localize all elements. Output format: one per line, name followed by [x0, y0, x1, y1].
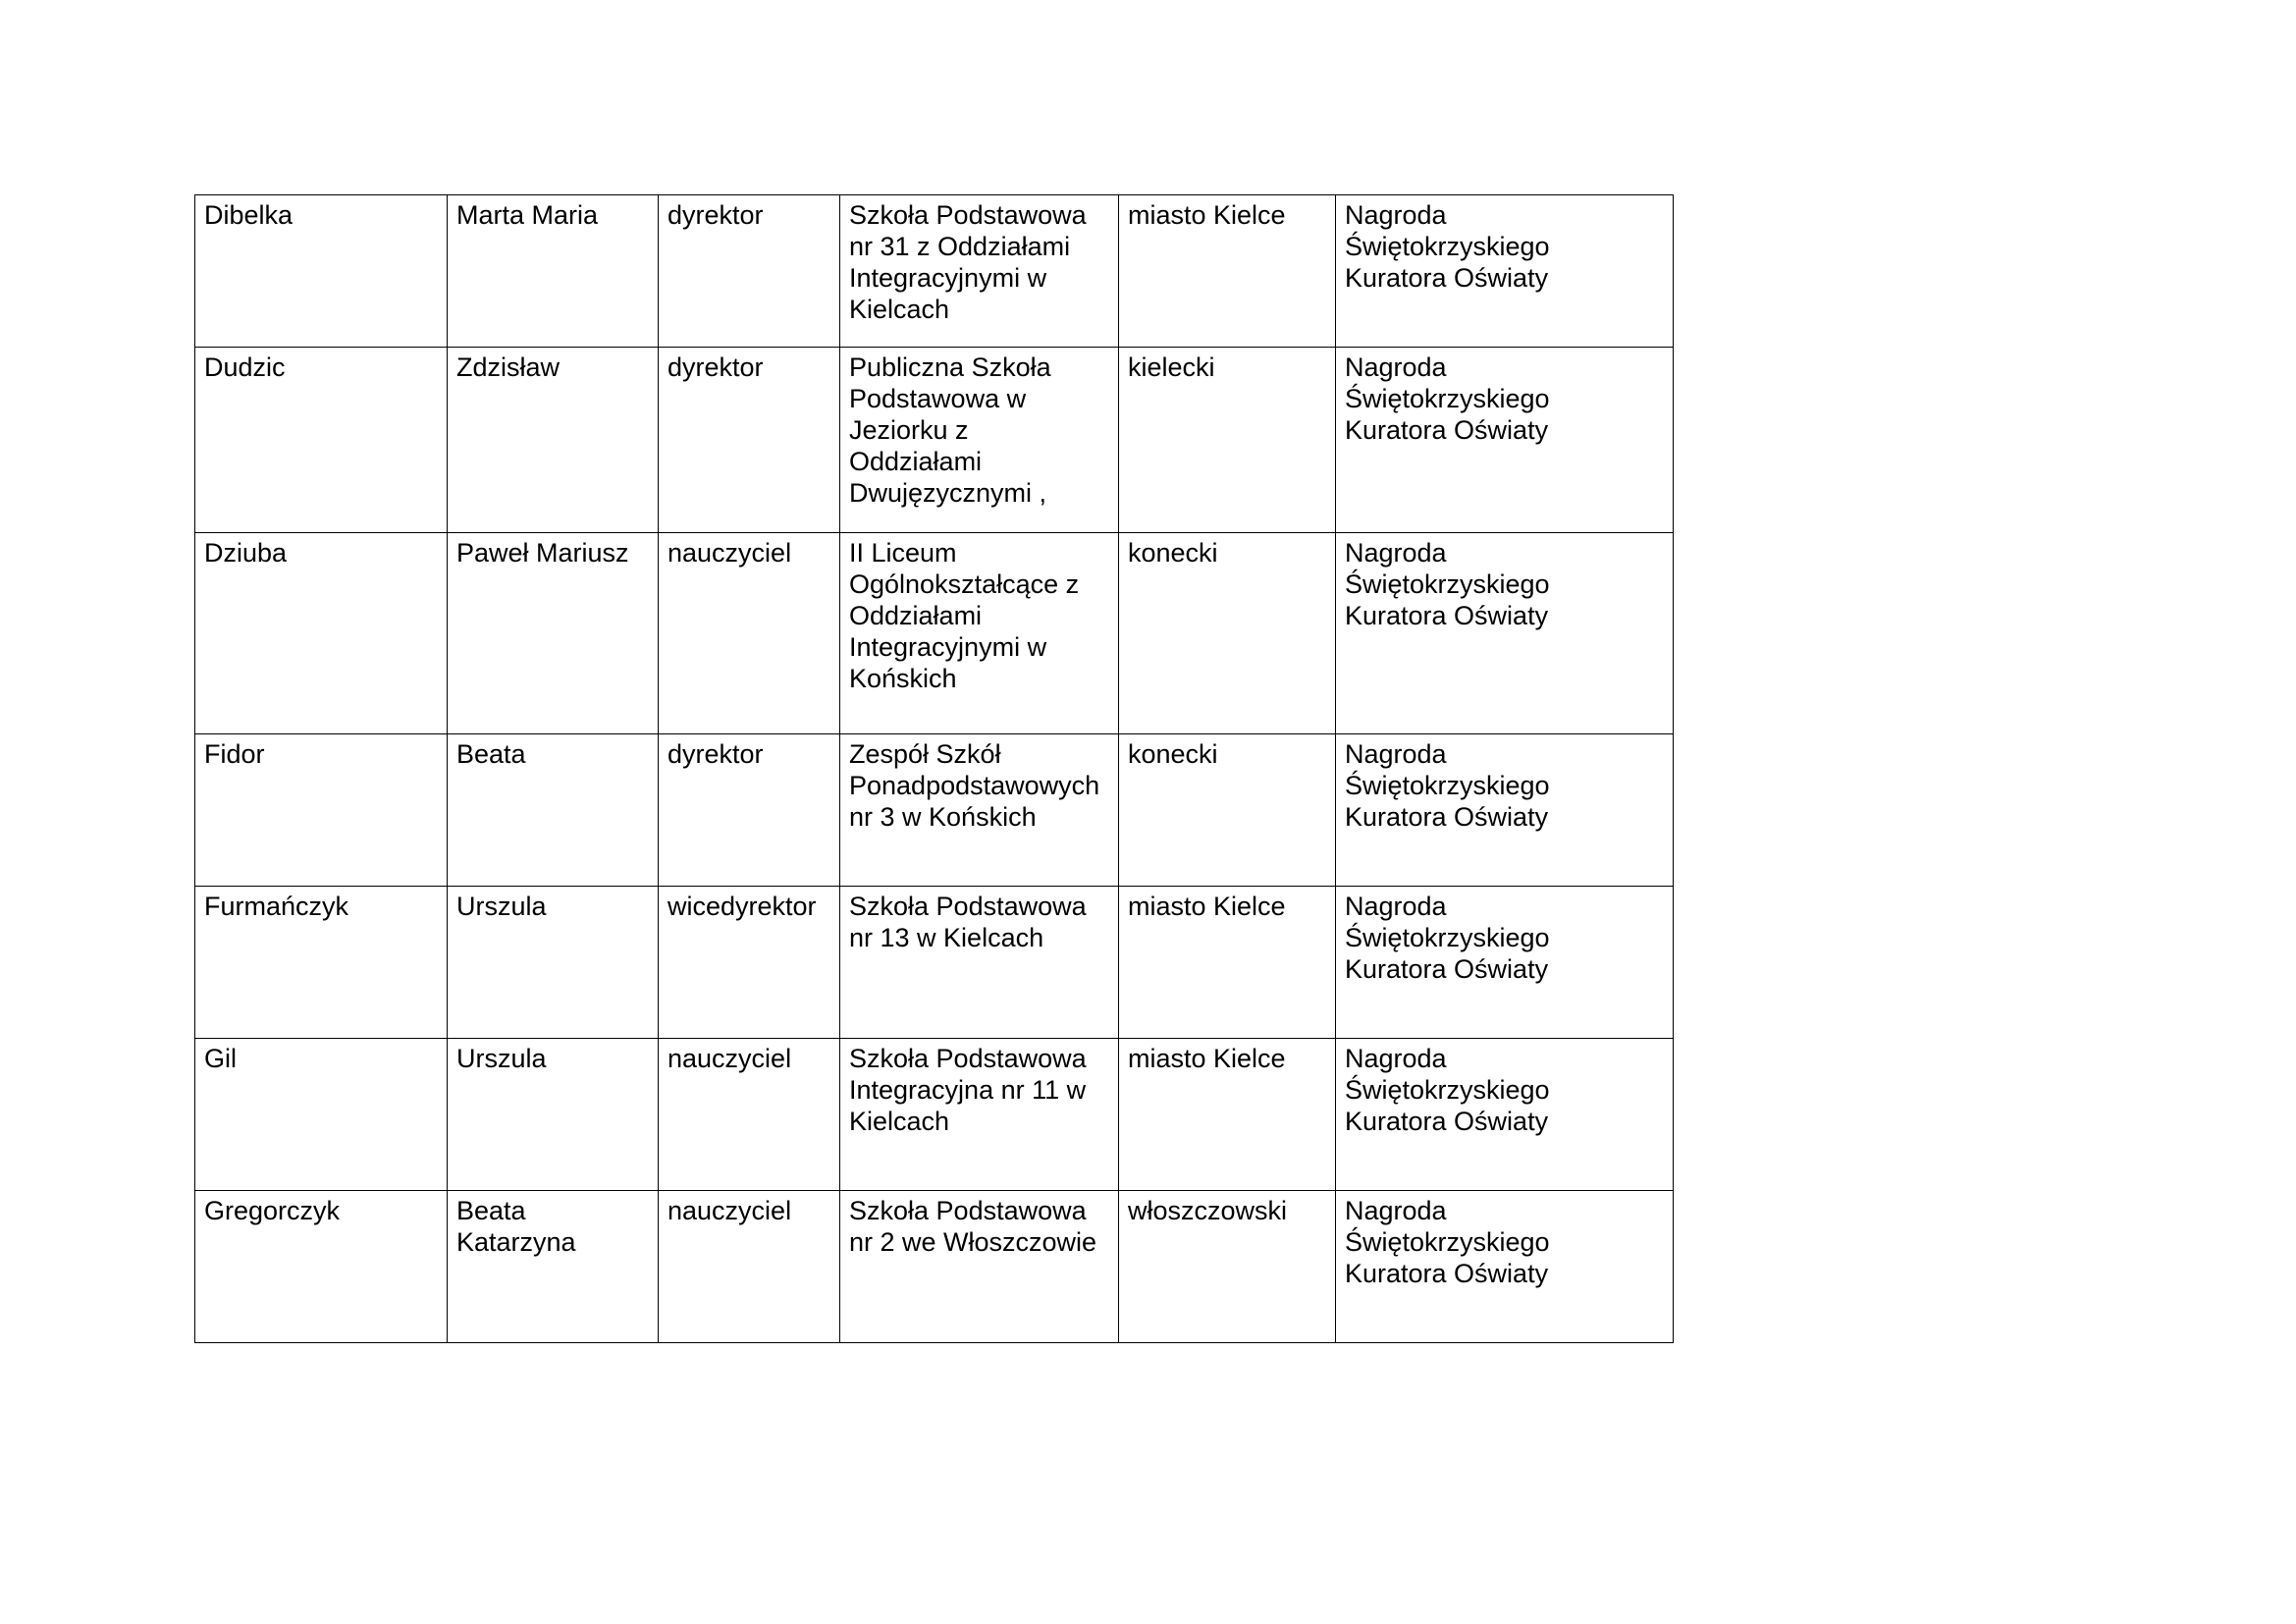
position-cell: dyrektor [659, 195, 840, 348]
school-cell: Szkoła Podstawowa Integracyjna nr 11 w Kielcach [840, 1039, 1119, 1191]
school-cell: Szkoła Podstawowa nr 13 w Kielcach [840, 887, 1119, 1039]
county-cell: miasto Kielce [1119, 1039, 1336, 1191]
county-cell: miasto Kielce [1119, 887, 1336, 1039]
table-row [195, 887, 1674, 1039]
award-cell: Nagroda Świętokrzyskiego Kuratora Oświaty [1336, 734, 1674, 887]
table-row [195, 533, 1674, 734]
position-cell: nauczyciel [659, 1191, 840, 1343]
county-cell: konecki [1119, 533, 1336, 734]
surname-cell: Furmańczyk [195, 887, 448, 1039]
table-row [195, 734, 1674, 887]
surname-cell: Dibelka [195, 195, 448, 348]
award-cell: Nagroda Świętokrzyskiego Kuratora Oświaty [1336, 533, 1674, 734]
school-cell: Szkoła Podstawowa nr 31 z Oddziałami Integracyjnymi w Kielcach [840, 195, 1119, 348]
school-cell: Publiczna Szkoła Podstawowa w Jeziorku z Oddziałami Dwujęzycznymi , [840, 348, 1119, 533]
position-cell: wicedyrektor [659, 887, 840, 1039]
award-cell: Nagroda Świętokrzyskiego Kuratora Oświaty [1336, 348, 1674, 533]
school-cell: Zespół Szkół Ponadpodstawowych nr 3 w Końskich [840, 734, 1119, 887]
surname-cell: Dudzic [195, 348, 448, 533]
position-cell: dyrektor [659, 734, 840, 887]
school-cell: II Liceum Ogólnokształcące z Oddziałami Integracyjnymi w Końskich [840, 533, 1119, 734]
county-cell: kielecki [1119, 348, 1336, 533]
table-row [195, 195, 1674, 348]
county-cell: miasto Kielce [1119, 195, 1336, 348]
surname-cell: Gregorczyk [195, 1191, 448, 1343]
first-name-cell: Zdzisław [448, 348, 659, 533]
first-name-cell: Beata [448, 734, 659, 887]
surname-cell: Gil [195, 1039, 448, 1191]
first-name-cell: Marta Maria [448, 195, 659, 348]
award-cell: Nagroda Świętokrzyskiego Kuratora Oświaty [1336, 1039, 1674, 1191]
awards-table [194, 194, 1674, 1343]
award-cell: Nagroda Świętokrzyskiego Kuratora Oświaty [1336, 887, 1674, 1039]
first-name-cell: Urszula [448, 887, 659, 1039]
position-cell: dyrektor [659, 348, 840, 533]
first-name-cell: Paweł Mariusz [448, 533, 659, 734]
table-row [195, 1191, 1674, 1343]
surname-cell: Fidor [195, 734, 448, 887]
position-cell: nauczyciel [659, 1039, 840, 1191]
award-cell: Nagroda Świętokrzyskiego Kuratora Oświaty [1336, 195, 1674, 348]
county-cell: konecki [1119, 734, 1336, 887]
first-name-cell: Beata Katarzyna [448, 1191, 659, 1343]
award-cell: Nagroda Świętokrzyskiego Kuratora Oświaty [1336, 1191, 1674, 1343]
table-row [195, 1039, 1674, 1191]
surname-cell: Dziuba [195, 533, 448, 734]
county-cell: włoszczowski [1119, 1191, 1336, 1343]
position-cell: nauczyciel [659, 533, 840, 734]
table-row [195, 348, 1674, 533]
school-cell: Szkoła Podstawowa nr 2 we Włoszczowie [840, 1191, 1119, 1343]
first-name-cell: Urszula [448, 1039, 659, 1191]
